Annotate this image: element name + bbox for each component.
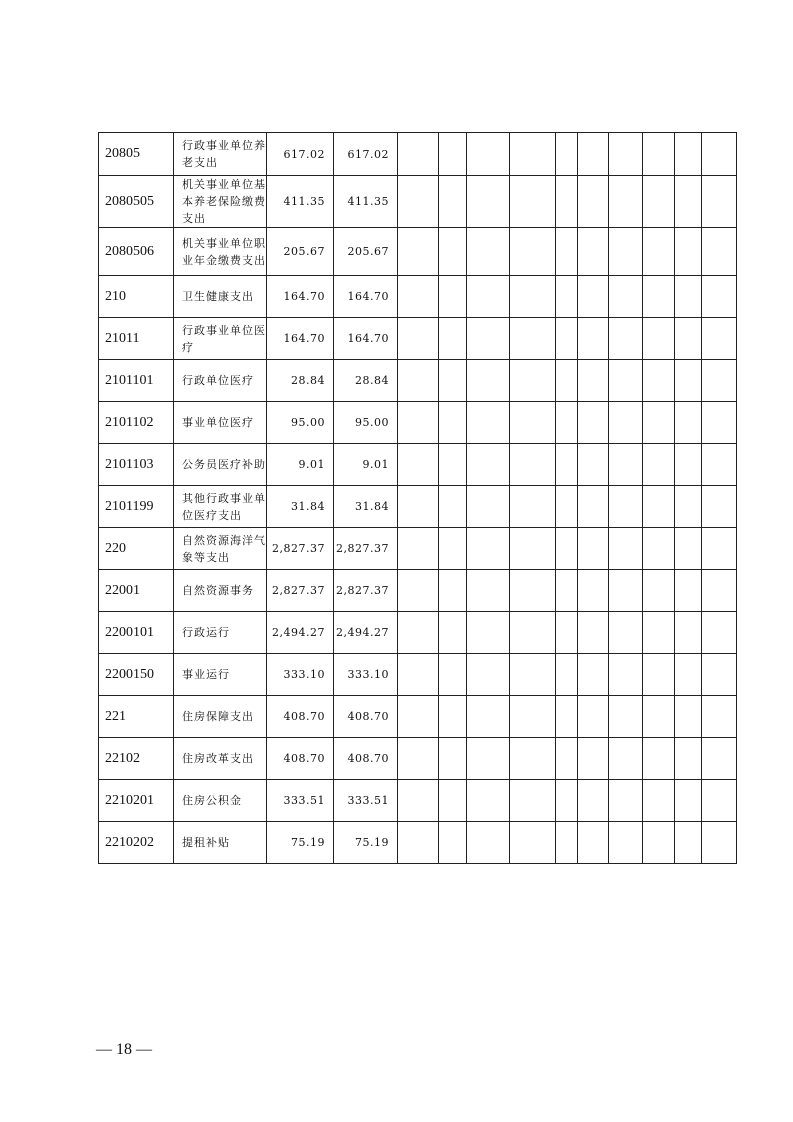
cell-empty <box>510 570 556 612</box>
cell-empty <box>675 402 702 444</box>
cell-name: 自然资源事务 <box>174 570 267 612</box>
cell-code: 22102 <box>99 738 174 780</box>
cell-empty <box>439 133 467 176</box>
cell-empty <box>439 654 467 696</box>
cell-basic: 9.01 <box>334 444 398 486</box>
cell-name: 行政单位医疗 <box>174 360 267 402</box>
cell-empty <box>643 780 675 822</box>
cell-empty <box>510 444 556 486</box>
cell-empty <box>609 570 643 612</box>
cell-total: 617.02 <box>267 133 334 176</box>
table-row <box>99 612 737 654</box>
cell-empty <box>556 402 578 444</box>
cell-empty <box>702 133 737 176</box>
cell-empty <box>439 822 467 864</box>
cell-empty <box>578 486 609 528</box>
cell-code: 2210201 <box>99 780 174 822</box>
cell-total: 205.67 <box>267 228 334 276</box>
cell-empty <box>675 276 702 318</box>
cell-empty <box>609 318 643 360</box>
cell-empty <box>556 360 578 402</box>
cell-empty <box>398 486 439 528</box>
cell-empty <box>398 228 439 276</box>
cell-empty <box>467 228 510 276</box>
cell-empty <box>556 738 578 780</box>
cell-empty <box>510 528 556 570</box>
cell-total: 2,827.37 <box>267 570 334 612</box>
cell-empty <box>398 402 439 444</box>
cell-empty <box>467 654 510 696</box>
cell-name: 公务员医疗补助 <box>174 444 267 486</box>
cell-name: 行政事业单位养老支出 <box>174 133 267 176</box>
cell-empty <box>556 176 578 228</box>
cell-empty <box>467 276 510 318</box>
cell-empty <box>439 444 467 486</box>
cell-empty <box>643 654 675 696</box>
cell-empty <box>510 360 556 402</box>
cell-empty <box>398 654 439 696</box>
cell-empty <box>510 133 556 176</box>
cell-empty <box>556 486 578 528</box>
cell-name: 行政事业单位医疗 <box>174 318 267 360</box>
cell-total: 408.70 <box>267 696 334 738</box>
cell-total: 164.70 <box>267 276 334 318</box>
table-row <box>99 360 737 402</box>
cell-name: 其他行政事业单位医疗支出 <box>174 486 267 528</box>
cell-empty <box>643 402 675 444</box>
cell-empty <box>609 276 643 318</box>
cell-empty <box>510 738 556 780</box>
cell-empty <box>510 696 556 738</box>
cell-empty <box>439 176 467 228</box>
cell-empty <box>643 612 675 654</box>
cell-empty <box>467 360 510 402</box>
cell-empty <box>702 696 737 738</box>
cell-empty <box>675 696 702 738</box>
cell-empty <box>609 133 643 176</box>
cell-empty <box>398 738 439 780</box>
cell-empty <box>398 528 439 570</box>
cell-empty <box>702 402 737 444</box>
cell-empty <box>510 402 556 444</box>
cell-empty <box>702 318 737 360</box>
budget-table <box>98 132 737 864</box>
cell-empty <box>556 780 578 822</box>
cell-empty <box>675 318 702 360</box>
cell-empty <box>556 133 578 176</box>
cell-empty <box>578 738 609 780</box>
table-row <box>99 276 737 318</box>
cell-empty <box>510 486 556 528</box>
cell-empty <box>578 612 609 654</box>
cell-empty <box>467 738 510 780</box>
cell-empty <box>643 360 675 402</box>
cell-basic: 408.70 <box>334 696 398 738</box>
cell-empty <box>643 444 675 486</box>
table-row <box>99 696 737 738</box>
cell-basic: 617.02 <box>334 133 398 176</box>
cell-code: 20805 <box>99 133 174 176</box>
cell-total: 9.01 <box>267 444 334 486</box>
cell-empty <box>675 360 702 402</box>
cell-name: 住房改革支出 <box>174 738 267 780</box>
cell-empty <box>675 444 702 486</box>
cell-basic: 333.51 <box>334 780 398 822</box>
cell-empty <box>702 570 737 612</box>
cell-code: 2080505 <box>99 176 174 228</box>
table-row <box>99 570 737 612</box>
cell-name: 自然资源海洋气象等支出 <box>174 528 267 570</box>
cell-total: 75.19 <box>267 822 334 864</box>
cell-empty <box>398 822 439 864</box>
cell-empty <box>556 696 578 738</box>
cell-empty <box>675 176 702 228</box>
table-row <box>99 738 737 780</box>
cell-empty <box>556 612 578 654</box>
cell-empty <box>702 176 737 228</box>
table-body <box>99 133 737 864</box>
cell-empty <box>578 822 609 864</box>
cell-basic: 2,494.27 <box>334 612 398 654</box>
cell-empty <box>609 780 643 822</box>
cell-basic: 333.10 <box>334 654 398 696</box>
cell-empty <box>510 822 556 864</box>
table-row <box>99 176 737 228</box>
cell-total: 333.10 <box>267 654 334 696</box>
cell-empty <box>609 360 643 402</box>
cell-empty <box>609 822 643 864</box>
cell-empty <box>467 612 510 654</box>
cell-name: 机关事业单位职业年金缴费支出 <box>174 228 267 276</box>
cell-code: 2210202 <box>99 822 174 864</box>
cell-empty <box>702 444 737 486</box>
cell-empty <box>609 738 643 780</box>
cell-total: 411.35 <box>267 176 334 228</box>
cell-empty <box>702 228 737 276</box>
cell-empty <box>467 444 510 486</box>
cell-empty <box>702 612 737 654</box>
cell-empty <box>556 570 578 612</box>
cell-empty <box>643 738 675 780</box>
cell-empty <box>643 822 675 864</box>
cell-empty <box>439 228 467 276</box>
cell-name: 机关事业单位基本养老保险缴费支出 <box>174 176 267 228</box>
table-row <box>99 780 737 822</box>
cell-empty <box>510 780 556 822</box>
cell-name: 卫生健康支出 <box>174 276 267 318</box>
cell-empty <box>643 696 675 738</box>
cell-empty <box>439 528 467 570</box>
cell-empty <box>578 780 609 822</box>
cell-basic: 75.19 <box>334 822 398 864</box>
cell-total: 2,494.27 <box>267 612 334 654</box>
cell-empty <box>578 228 609 276</box>
cell-empty <box>556 228 578 276</box>
cell-empty <box>643 133 675 176</box>
cell-empty <box>439 570 467 612</box>
cell-code: 2101102 <box>99 402 174 444</box>
cell-empty <box>609 228 643 276</box>
cell-empty <box>398 444 439 486</box>
cell-empty <box>675 822 702 864</box>
cell-empty <box>398 570 439 612</box>
cell-empty <box>439 276 467 318</box>
cell-empty <box>702 486 737 528</box>
cell-empty <box>578 528 609 570</box>
cell-empty <box>510 176 556 228</box>
table-row <box>99 444 737 486</box>
cell-code: 221 <box>99 696 174 738</box>
table-row <box>99 228 737 276</box>
table-row <box>99 133 737 176</box>
cell-code: 2200150 <box>99 654 174 696</box>
cell-empty <box>556 654 578 696</box>
cell-empty <box>675 612 702 654</box>
cell-total: 164.70 <box>267 318 334 360</box>
cell-empty <box>467 570 510 612</box>
cell-empty <box>702 822 737 864</box>
table-row <box>99 318 737 360</box>
cell-empty <box>467 780 510 822</box>
cell-empty <box>439 738 467 780</box>
cell-name: 事业单位医疗 <box>174 402 267 444</box>
page-number: — 18 — <box>96 1041 152 1058</box>
cell-empty <box>439 402 467 444</box>
table-row <box>99 822 737 864</box>
cell-empty <box>398 276 439 318</box>
cell-empty <box>510 318 556 360</box>
cell-empty <box>398 360 439 402</box>
table-row <box>99 486 737 528</box>
cell-name: 提租补贴 <box>174 822 267 864</box>
cell-total: 2,827.37 <box>267 528 334 570</box>
cell-empty <box>675 570 702 612</box>
cell-empty <box>702 360 737 402</box>
cell-empty <box>398 318 439 360</box>
cell-empty <box>467 318 510 360</box>
cell-empty <box>702 528 737 570</box>
cell-empty <box>609 444 643 486</box>
cell-basic: 2,827.37 <box>334 570 398 612</box>
cell-code: 2200101 <box>99 612 174 654</box>
cell-empty <box>609 696 643 738</box>
cell-empty <box>467 528 510 570</box>
table-row <box>99 654 737 696</box>
cell-empty <box>556 528 578 570</box>
cell-empty <box>643 528 675 570</box>
cell-empty <box>702 780 737 822</box>
cell-empty <box>675 528 702 570</box>
cell-empty <box>643 176 675 228</box>
cell-empty <box>398 176 439 228</box>
cell-empty <box>467 822 510 864</box>
cell-empty <box>675 486 702 528</box>
cell-empty <box>675 228 702 276</box>
cell-empty <box>643 570 675 612</box>
cell-empty <box>609 402 643 444</box>
cell-empty <box>609 486 643 528</box>
cell-basic: 95.00 <box>334 402 398 444</box>
cell-code: 21011 <box>99 318 174 360</box>
cell-basic: 28.84 <box>334 360 398 402</box>
cell-empty <box>398 133 439 176</box>
cell-empty <box>556 318 578 360</box>
cell-empty <box>643 486 675 528</box>
cell-empty <box>578 318 609 360</box>
cell-code: 210 <box>99 276 174 318</box>
cell-empty <box>578 276 609 318</box>
cell-total: 31.84 <box>267 486 334 528</box>
cell-code: 22001 <box>99 570 174 612</box>
cell-empty <box>510 228 556 276</box>
cell-empty <box>439 612 467 654</box>
cell-code: 2101103 <box>99 444 174 486</box>
cell-code: 2101199 <box>99 486 174 528</box>
cell-empty <box>439 780 467 822</box>
cell-empty <box>643 318 675 360</box>
cell-empty <box>702 654 737 696</box>
cell-empty <box>578 360 609 402</box>
cell-total: 333.51 <box>267 780 334 822</box>
cell-empty <box>398 780 439 822</box>
cell-empty <box>609 612 643 654</box>
cell-empty <box>675 780 702 822</box>
cell-empty <box>467 176 510 228</box>
table-row <box>99 402 737 444</box>
cell-code: 2101101 <box>99 360 174 402</box>
cell-empty <box>578 133 609 176</box>
cell-empty <box>643 276 675 318</box>
cell-empty <box>578 570 609 612</box>
cell-empty <box>510 654 556 696</box>
cell-total: 95.00 <box>267 402 334 444</box>
cell-empty <box>578 654 609 696</box>
cell-name: 行政运行 <box>174 612 267 654</box>
cell-basic: 205.67 <box>334 228 398 276</box>
cell-empty <box>467 402 510 444</box>
cell-empty <box>439 696 467 738</box>
cell-empty <box>578 696 609 738</box>
cell-basic: 2,827.37 <box>334 528 398 570</box>
cell-name: 事业运行 <box>174 654 267 696</box>
cell-empty <box>556 276 578 318</box>
cell-basic: 31.84 <box>334 486 398 528</box>
cell-code: 220 <box>99 528 174 570</box>
cell-empty <box>467 486 510 528</box>
cell-empty <box>556 444 578 486</box>
cell-code: 2080506 <box>99 228 174 276</box>
cell-empty <box>609 176 643 228</box>
cell-empty <box>578 402 609 444</box>
cell-empty <box>578 444 609 486</box>
cell-name: 住房保障支出 <box>174 696 267 738</box>
cell-empty <box>609 654 643 696</box>
cell-empty <box>578 176 609 228</box>
cell-empty <box>467 133 510 176</box>
cell-name: 住房公积金 <box>174 780 267 822</box>
cell-empty <box>398 696 439 738</box>
cell-empty <box>702 738 737 780</box>
cell-basic: 164.70 <box>334 318 398 360</box>
cell-empty <box>609 528 643 570</box>
cell-empty <box>510 276 556 318</box>
cell-total: 408.70 <box>267 738 334 780</box>
cell-empty <box>702 276 737 318</box>
cell-empty <box>398 612 439 654</box>
cell-empty <box>439 318 467 360</box>
cell-empty <box>675 133 702 176</box>
table-row <box>99 528 737 570</box>
cell-basic: 408.70 <box>334 738 398 780</box>
cell-empty <box>675 654 702 696</box>
cell-empty <box>675 738 702 780</box>
cell-empty <box>439 486 467 528</box>
cell-empty <box>439 360 467 402</box>
cell-basic: 164.70 <box>334 276 398 318</box>
cell-empty <box>556 822 578 864</box>
cell-empty <box>510 612 556 654</box>
cell-empty <box>467 696 510 738</box>
cell-empty <box>643 228 675 276</box>
cell-basic: 411.35 <box>334 176 398 228</box>
cell-total: 28.84 <box>267 360 334 402</box>
